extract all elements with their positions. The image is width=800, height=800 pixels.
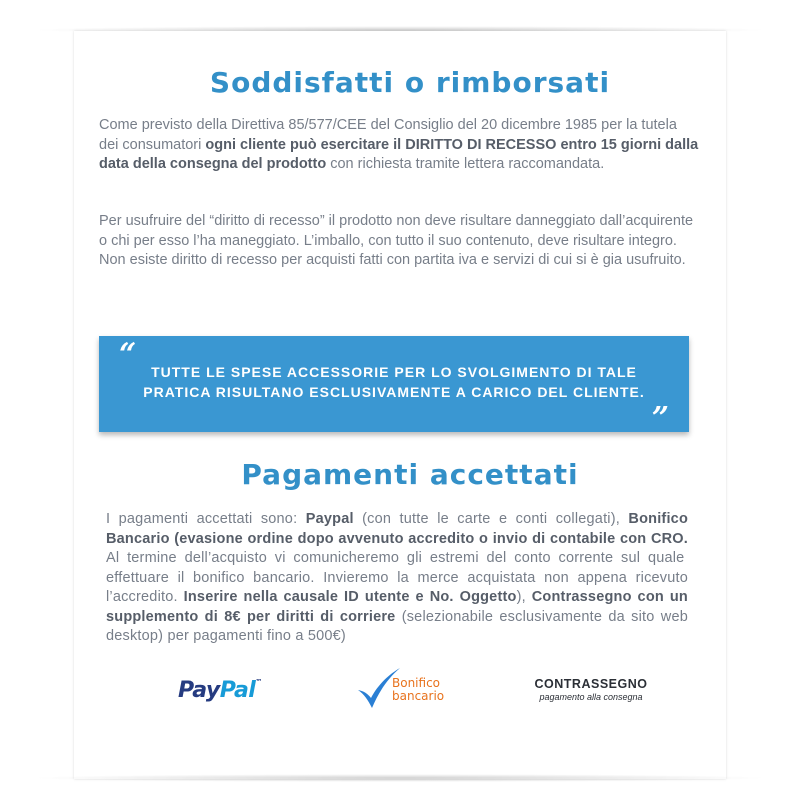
bonifico-line-1: Bonifico <box>392 676 441 690</box>
quote-text <box>99 362 689 402</box>
payments-bold-paypal: Paypal <box>305 511 354 527</box>
payment-logos <box>0 660 800 720</box>
payments-text-3: Al termine dell’acquisto vi comunicheremo gli estremi del conto corrente sul quale effettuare il bonifico bancario. Invieremo la merce acquistata non appena ricevuto l’accredito. <box>106 550 688 605</box>
bonifico-line-2: bancario <box>392 689 445 703</box>
payments-title: Pagamenti accettati <box>241 458 579 491</box>
refund-p1-text-c: con richiesta tramite lettera raccomandata. <box>326 156 605 172</box>
bottom-shadow <box>30 774 770 782</box>
contrassegno-logo <box>526 677 656 702</box>
payments-paragraph <box>106 510 688 647</box>
payments-text-4: ), <box>516 589 532 605</box>
paypal-logo-pal: Pal <box>219 678 256 703</box>
payments-bold-causale: Inserire nella causale ID utente e No. Oggetto <box>183 589 517 605</box>
contrassegno-title: CONTRASSEGNO <box>534 677 648 691</box>
refund-p1-text-a: Come previsto della Direttiva 85/577/CEE del Consiglio del 20 dicembre 1985 per la tutela dei consumatori <box>99 117 677 153</box>
payments-text-5: (selezionabile esclusivamente da sito web desktop) per pagamenti fino a 500€) <box>106 608 688 644</box>
payments-text-1: I pagamenti accettati sono: <box>106 511 306 527</box>
bonifico-logo <box>356 664 466 714</box>
contrassegno-subtitle: pagamento alla consegna <box>539 692 643 702</box>
refund-title: Soddisfatti o rimborsati <box>209 66 611 99</box>
open-quote-icon: “ <box>119 337 137 372</box>
payments-bold-bonifico: Bonifico Bancario (evasione ordine dopo avvenuto accredito o invio di contabile con CRO. <box>106 511 688 547</box>
payments-bold-contrassegno: Contrassegno con un supplemento di 8€ per diritti di corriere <box>106 589 688 625</box>
payments-text-2: (con tutte le carte e conti collegati), <box>353 511 629 527</box>
quote-line-2: PRATICA RISULTANO ESCLUSIVAMENTE A CARICO DEL CLIENTE. <box>143 384 645 400</box>
paypal-logo <box>178 678 262 703</box>
paypal-trademark: ™ <box>255 678 262 686</box>
paypal-logo-pay: Pay <box>178 678 220 703</box>
quote-line-1: TUTTE LE SPESE ACCESSORIE PER LO SVOLGIMENTO DI TALE <box>151 364 637 380</box>
close-quote-icon: ” <box>651 401 669 436</box>
refund-paragraph-1 <box>99 116 699 175</box>
refund-paragraph-2: Per usufruire del “diritto di recesso” il prodotto non deve risultare danneggiato dall’acquirente o chi per esso l’ha maneggiato. L’imballo, con tutto il suo contenuto, deve risultare integro. Non esiste diritto di recesso per acquisti fatti con partita iva e servizi di cui si è gia usufruito. <box>99 213 694 268</box>
refund-p1-bold: ogni cliente può esercitare il DIRITTO DI RECESSO entro 15 giorni dalla data della consegna del prodotto <box>99 136 699 172</box>
bonifico-text <box>392 677 444 703</box>
quote-box <box>99 336 689 436</box>
